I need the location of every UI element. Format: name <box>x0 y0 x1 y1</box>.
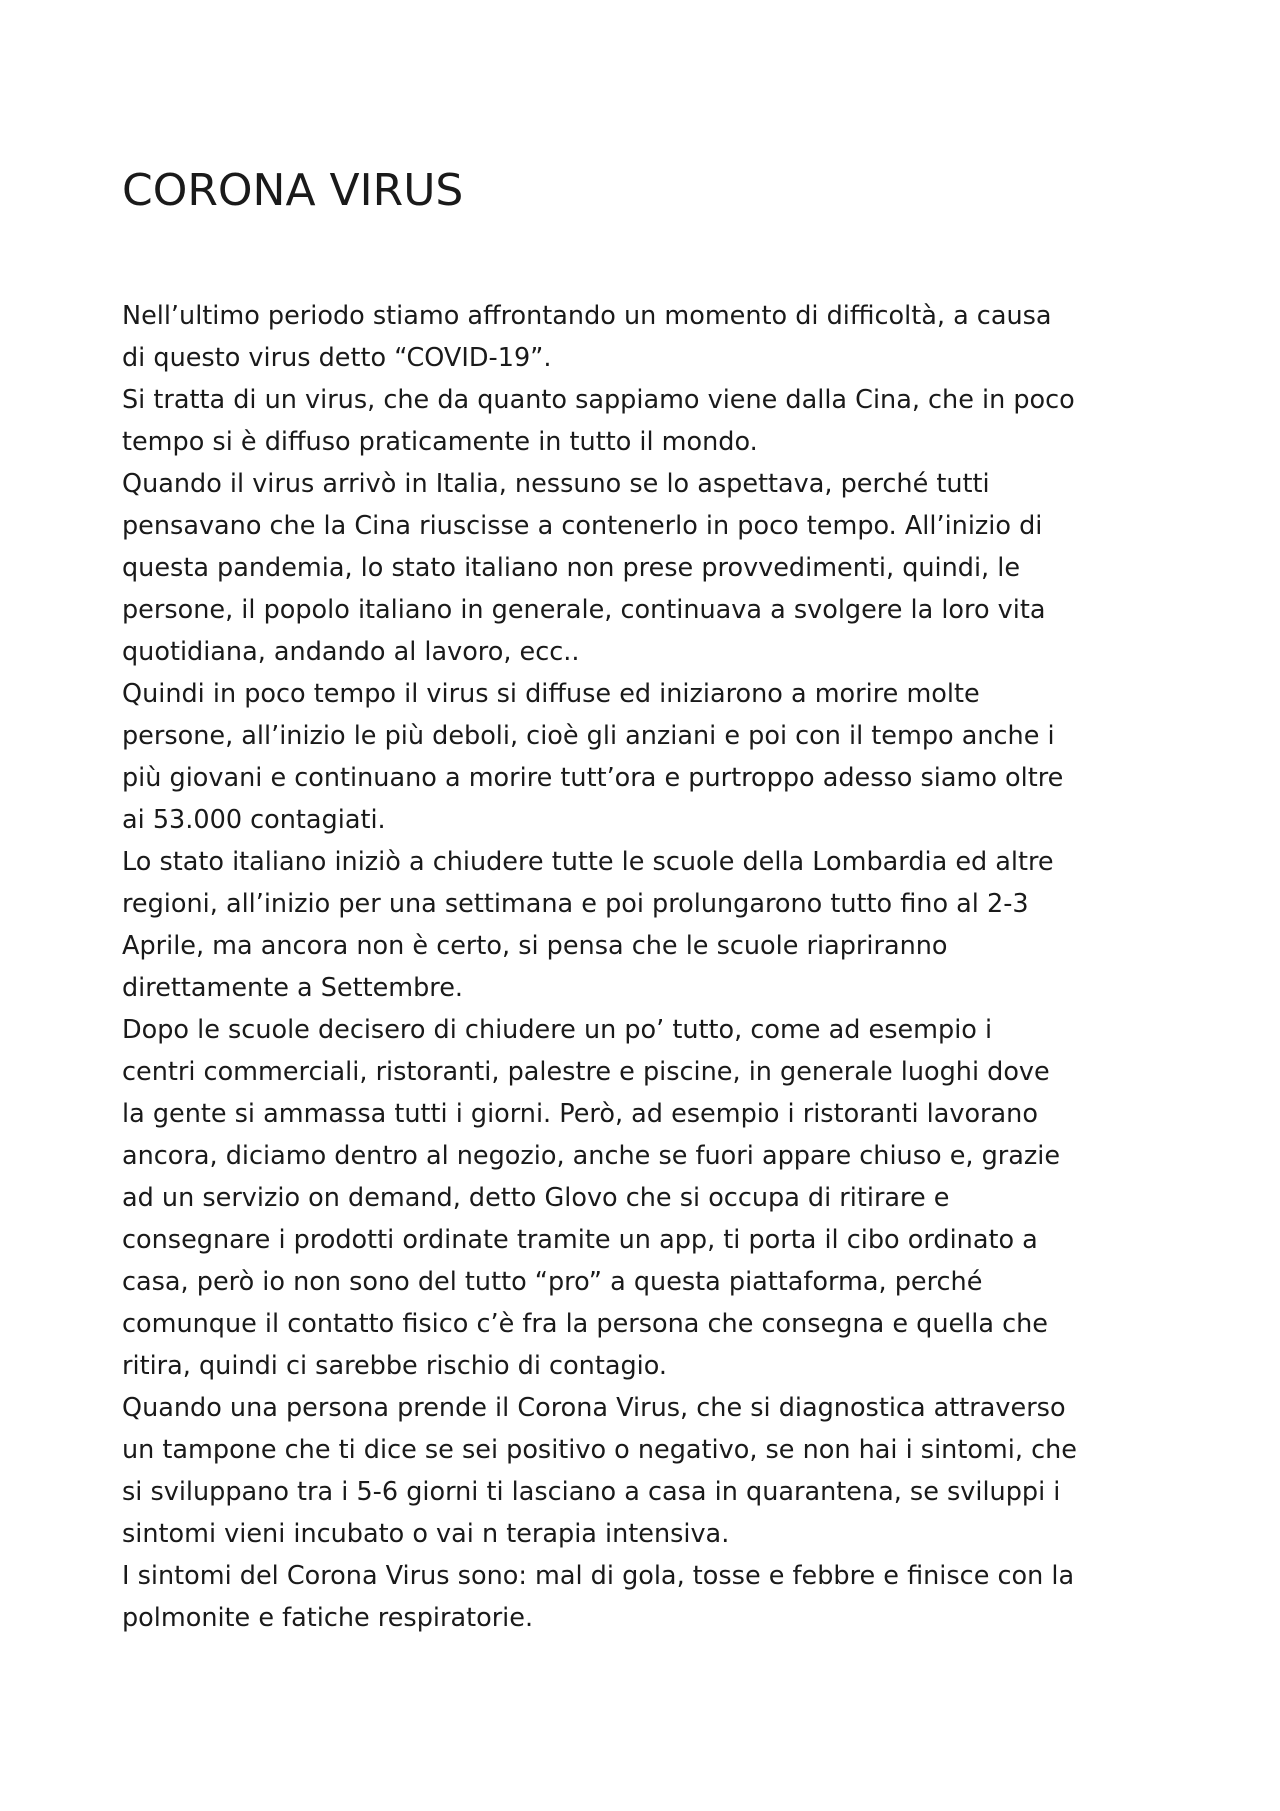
text-line: Quando una persona prende il Corona Virus, che si diagnostica attraverso <box>122 1393 1066 1423</box>
text-line: persone, il popolo italiano in generale, continuava a svolgere la loro vita <box>122 595 1046 625</box>
text-line: ritira, quindi ci sarebbe rischio di contagio. <box>122 1351 667 1381</box>
text-line: Quando il virus arrivò in Italia, nessuno se lo aspettava, perché tutti <box>122 469 990 499</box>
text-line: un tampone che ti dice se sei positivo o negativo, se non hai i sintomi, che <box>122 1435 1077 1465</box>
text-line: direttamente a Settembre. <box>122 973 464 1003</box>
text-line: ai 53.000 contagiati. <box>122 805 386 835</box>
text-line: Aprile, ma ancora non è certo, si pensa che le scuole riapriranno <box>122 931 948 961</box>
text-line: pensavano che la Cina riuscisse a contenerlo in poco tempo. All’inizio di <box>122 511 1043 541</box>
text-line: regioni, all’inizio per una settimana e poi prolungarono tutto fino al 2-3 <box>122 889 1029 919</box>
text-line: Dopo le scuole decisero di chiudere un po’ tutto, come ad esempio i <box>122 1015 993 1045</box>
text-line: casa, però io non sono del tutto “pro” a questa piattaforma, perché <box>122 1267 983 1297</box>
text-line: ancora, diciamo dentro al negozio, anche se fuori appare chiuso e, grazie <box>122 1141 1061 1171</box>
text-line: I sintomi del Corona Virus sono: mal di gola, tosse e febbre e finisce con la <box>122 1561 1075 1591</box>
text-line: questa pandemia, lo stato italiano non prese provvedimenti, quindi, le <box>122 553 1021 583</box>
text-line: di questo virus detto “COVID-19”. <box>122 343 552 373</box>
text-line: sintomi vieni incubato o vai n terapia intensiva. <box>122 1519 730 1549</box>
text-line: persone, all’inizio le più deboli, cioè gli anziani e poi con il tempo anche i <box>122 721 1055 751</box>
text-line: più giovani e continuano a morire tutt’ora e purtroppo adesso siamo oltre <box>122 763 1064 793</box>
text-line: comunque il contatto fisico c’è fra la persona che consegna e quella che <box>122 1309 1048 1339</box>
document-title: CORONA VIRUS <box>122 165 464 216</box>
text-line: la gente si ammassa tutti i giorni. Però, ad esempio i ristoranti lavorano <box>122 1099 1038 1129</box>
text-line: polmonite e fatiche respiratorie. <box>122 1603 534 1633</box>
text-line: Quindi in poco tempo il virus si diffuse ed iniziarono a morire molte <box>122 679 980 709</box>
document-body <box>122 295 1182 1639</box>
text-line: Lo stato italiano iniziò a chiudere tutte le scuole della Lombardia ed altre <box>122 847 1054 877</box>
text-line: ad un servizio on demand, detto Glovo che si occupa di ritirare e <box>122 1183 950 1213</box>
text-line: quotidiana, andando al lavoro, ecc.. <box>122 637 580 667</box>
text-line: si sviluppano tra i 5-6 giorni ti lasciano a casa in quarantena, se sviluppi i <box>122 1477 1061 1507</box>
text-line: Si tratta di un virus, che da quanto sappiamo viene dalla Cina, che in poco <box>122 385 1075 415</box>
text-line: tempo si è diffuso praticamente in tutto il mondo. <box>122 427 758 457</box>
text-line: Nell’ultimo periodo stiamo affrontando un momento di difficoltà, a causa <box>122 301 1052 331</box>
text-line: consegnare i prodotti ordinate tramite un app, ti porta il cibo ordinato a <box>122 1225 1038 1255</box>
text-line: centri commerciali, ristoranti, palestre e piscine, in generale luoghi dove <box>122 1057 1050 1087</box>
